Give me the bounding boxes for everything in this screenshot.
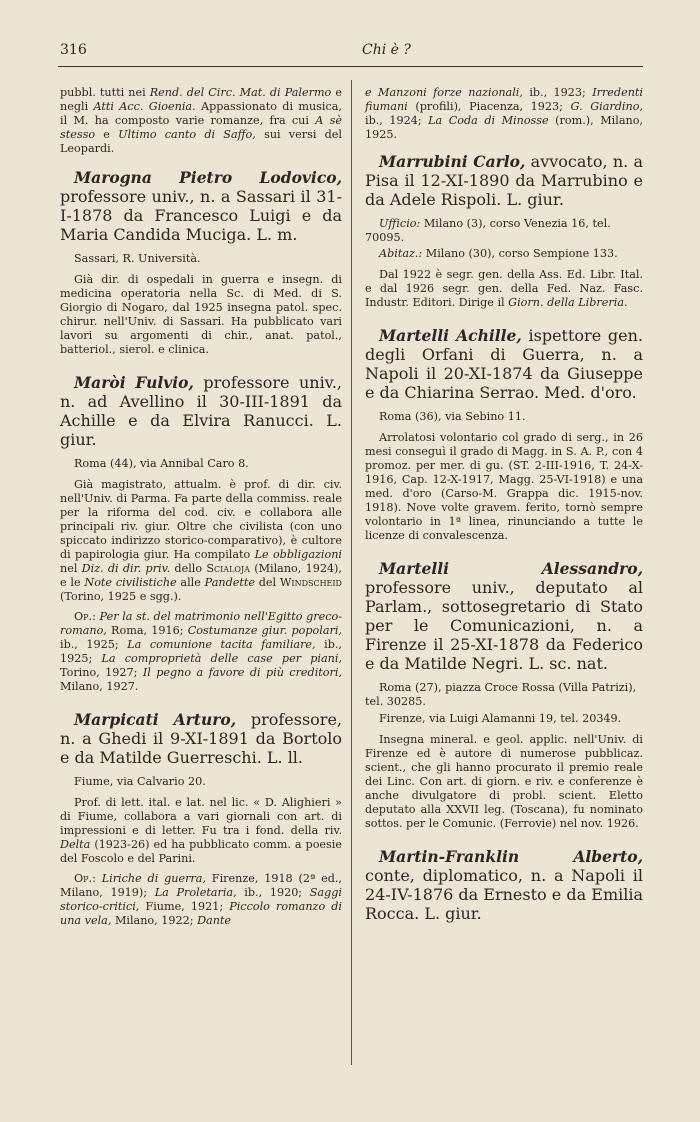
right-column (365, 86, 643, 931)
entry-works: Op.: Per la st. del matrimonio nell'Egitto greco-romano, Roma, 1916; Costumanze giur. popolari, ib., 1925; La comunione tacita familiare, ib., 1925; La comproprietà delle case per piani, Torino, 1927; Il pegno a favore di più creditori, Milano, 1927. (60, 610, 342, 693)
entry-name: Martelli Alessandro, (379, 559, 643, 578)
entry-works: Op.: Liriche di guerra, Firenze, 1918 (2ª ed., Milano, 1919); La Proletaria, ib., 1920; Saggi storico-critici, Fiume, 1921; Piccolo romanzo di una vela, Milano, 1922; Dante (60, 872, 342, 927)
entry-name: Marpicati Arturo, (74, 710, 237, 729)
entry-biography: Già magistrato, attualm. è prof. di dir. civ. nell'Univ. di Parma. Fa parte della commiss. reale per la riforma del cod. civ. e collabora alle principali riv. giur. Oltre che civilista (con uno spiccato indirizzo storico-comparativo), è cultore di papirologia giur. Ha compilato Le obbligazioni nel Diz. di dir. priv. dello Scialoja (Milano, 1924), e le Note civilistiche alle Pandette del Windscheid (Torino, 1925 e sgg.). (60, 478, 342, 603)
entry-biography: Arrolatosi volontario col grado di serg., in 26 mesi conseguì il grado di Magg. in S. A. P., con 4 promoz. per mer. di gu. (ST. 2-III-1916, T. 24-X-1916, Cap. 12-X-1917, Magg. 25-VI-1918) e una med. d'oro (Carso-M. Grappa dic. 1915-nov. 1918). Nove volte gravem. ferito, tornò sempre volontario in 1ª linea, rinunciando a tutte le licenze di convalescenza. (365, 431, 643, 542)
entry-heading: Martelli Alessandro, professore univ., deputato al Parlam., sottosegretario di Stato per le Comunicazioni, n. a Firenze il 25-XI-1878 da Federico e da Matilde Negri. L. sc. nat. (365, 559, 643, 673)
entry-heading: Marrubini Carlo, avvocato, n. a Pisa il 12-XI-1890 da Marrubino e da Adele Rispoli. L. giur. (365, 152, 643, 209)
entry-address: Roma (44), via Annibal Caro 8. (74, 457, 249, 470)
entry-address: Fiume, via Calvario 20. (74, 775, 206, 788)
entry-name: Martin-Franklin Alberto, (379, 847, 643, 866)
entry-heading: Martin-Franklin Alberto, conte, diplomatico, n. a Napoli il 24-IV-1876 da Ernesto e da Emilia Rocca. L. giur. (365, 847, 643, 923)
entry-heading: Maròi Fulvio, professore univ., n. ad Avellino il 30-III-1891 da Achille e da Elvira Ranucci. L. giur. (60, 373, 342, 449)
entry-name: Marogna Pietro Lodovico, (74, 168, 342, 187)
entry-office: Ufficio: Milano (3), corso Venezia 16, tel. 70095. (365, 217, 611, 244)
entry-address: Roma (36), via Sebino 11. (379, 410, 526, 423)
entry-address: Firenze, via Luigi Alamanni 19, tel. 20349. (379, 712, 622, 725)
entry-biography: Già dir. di ospedali in guerra e insegn. di medicina operatoria nella Sc. di Med. di S. Giorgio di Nogaro, dal 1925 insegna patol. spec. chirur. nell'Univ. di Sassari. Ha pubblicato vari lavori su argomenti di chir., anat. patol., batteriol., sierol. e clinica. (60, 273, 342, 356)
page-header (60, 42, 640, 64)
left-column (60, 86, 342, 934)
entry-home: Abitaz.: Milano (30), corso Sempione 133. (379, 247, 618, 260)
page-number: 316 (60, 42, 87, 58)
header-rule (58, 66, 643, 67)
entry-heading: Marpicati Arturo, professore, n. a Ghedi il 9-XI-1891 da Bortolo e da Matilde Guerreschi. L. ll. (60, 710, 342, 767)
entry-biography: Insegna mineral. e geol. applic. nell'Univ. di Firenze ed è autore di numerose pubblicaz. scient., che gli hanno procurato il premio reale dei Linc. Con art. di giorn. e riv. e conferenze è anche divulgatore di probl. scient. Eletto deputato alla XXVII leg. (Toscana), fu nominato sottos. per le Comunic. (Ferrovie) nel nov. 1926. (365, 733, 643, 830)
continuation-paragraph: e Manzoni forze nazionali, ib., 1923; Irredenti fiumani (profili), Piacenza, 1923; G. Giardino, ib., 1924; La Coda di Minosse (rom.), Milano, 1925. (365, 86, 643, 141)
entry-name: Maròi Fulvio, (74, 373, 194, 392)
entry-name: Martelli Achille, (379, 326, 522, 345)
entry-heading: Martelli Achille, ispettore gen. degli Orfani di Guerra, n. a Napoli il 20-XI-1874 da Giuseppe e da Chiarina Serrao. Med. d'oro. (365, 326, 643, 402)
entry-address: Roma (27), piazza Croce Rossa (Villa Patrizi), tel. 30285. (365, 681, 637, 708)
entry-name: Marrubini Carlo, (379, 152, 526, 171)
entry-heading: Marogna Pietro Lodovico, professore univ., n. a Sassari il 31-I-1878 da Francesco Luigi e da Maria Candida Muciga. L. m. (60, 168, 342, 244)
column-divider (351, 80, 352, 1065)
running-title: Chi è ? (362, 42, 411, 58)
entry-address: Sassari, R. Università. (74, 252, 201, 265)
continuation-paragraph: pubbl. tutti nei Rend. del Circ. Mat. di Palermo e negli Atti Acc. Gioenia. Appassionato di musica, il M. ha composto varie romanze, fra cui A sè stesso e Ultimo canto di Saffo, sui versi del Leopardi. (60, 86, 343, 155)
entry-biography: Dal 1922 è segr. gen. della Ass. Ed. Libr. Ital. e dal 1926 segr. gen. della Fed. Naz. Fasc. Industr. Editori. Dirige il Giorn. della Libreria. (365, 268, 643, 309)
entry-biography: Prof. di lett. ital. e lat. nel lic. « D. Alighieri » di Fiume, collabora a vari giornali con art. di impressioni e di letter. Fu tra i fond. della riv. Delta (1923-26) ed ha pubblicato comm. a poesie del Foscolo e del Parini. (60, 796, 342, 865)
